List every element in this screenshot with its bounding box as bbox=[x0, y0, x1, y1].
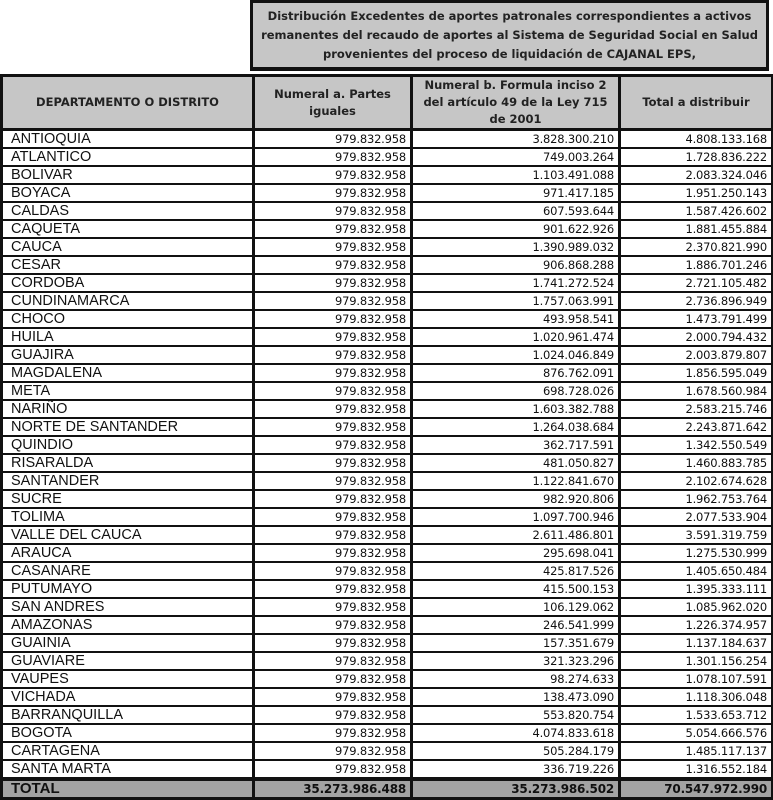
total-label: TOTAL bbox=[2, 779, 254, 799]
department-cell: CESAR bbox=[2, 256, 254, 274]
department-cell: NARIÑO bbox=[2, 400, 254, 418]
numeral-a-cell: 979.832.958 bbox=[254, 130, 412, 149]
total-cell: 4.808.133.168 bbox=[620, 130, 773, 149]
table-row bbox=[2, 652, 773, 670]
total-cell: 1.078.107.591 bbox=[620, 670, 773, 688]
numeral-b-cell: 4.074.833.618 bbox=[412, 724, 620, 742]
table-row bbox=[2, 274, 773, 292]
department-cell: CUNDINAMARCA bbox=[2, 292, 254, 310]
numeral-a-cell: 979.832.958 bbox=[254, 688, 412, 706]
department-cell: TOLIMA bbox=[2, 508, 254, 526]
header-numeral-a: Numeral a. Partes iguales bbox=[254, 76, 412, 130]
numeral-a-cell: 979.832.958 bbox=[254, 202, 412, 220]
department-cell: GUAJIRA bbox=[2, 346, 254, 364]
numeral-b-cell: 138.473.090 bbox=[412, 688, 620, 706]
numeral-a-cell: 979.832.958 bbox=[254, 616, 412, 634]
department-cell: ATLANTICO bbox=[2, 148, 254, 166]
numeral-a-cell: 979.832.958 bbox=[254, 760, 412, 779]
total-cell: 1.316.552.184 bbox=[620, 760, 773, 779]
numeral-a-cell: 979.832.958 bbox=[254, 508, 412, 526]
numeral-b-cell: 425.817.526 bbox=[412, 562, 620, 580]
department-cell: NORTE DE SANTANDER bbox=[2, 418, 254, 436]
header-total: Total a distribuir bbox=[620, 76, 773, 130]
table-title: Distribución Excedentes de aportes patronales correspondientes a activos remanentes del recaudo de aportes al Sistema de Seguridad Social en Salud provenientes del proceso de liquidación de CAJANAL EPS, bbox=[250, 0, 769, 71]
numeral-b-cell: 1.024.046.849 bbox=[412, 346, 620, 364]
numeral-a-cell: 979.832.958 bbox=[254, 706, 412, 724]
numeral-b-cell: 906.868.288 bbox=[412, 256, 620, 274]
total-cell: 1.301.156.254 bbox=[620, 652, 773, 670]
table-row bbox=[2, 598, 773, 616]
numeral-a-cell: 979.832.958 bbox=[254, 382, 412, 400]
numeral-b-cell: 1.603.382.788 bbox=[412, 400, 620, 418]
total-cell: 1.405.650.484 bbox=[620, 562, 773, 580]
numeral-b-cell: 246.541.999 bbox=[412, 616, 620, 634]
numeral-a-cell: 979.832.958 bbox=[254, 184, 412, 202]
numeral-b-cell: 876.762.091 bbox=[412, 364, 620, 382]
numeral-a-cell: 979.832.958 bbox=[254, 598, 412, 616]
department-cell: SANTANDER bbox=[2, 472, 254, 490]
numeral-a-cell: 979.832.958 bbox=[254, 544, 412, 562]
total-cell: 1.473.791.499 bbox=[620, 310, 773, 328]
table-row bbox=[2, 166, 773, 184]
numeral-b-cell: 982.920.806 bbox=[412, 490, 620, 508]
numeral-b-cell: 2.611.486.801 bbox=[412, 526, 620, 544]
department-cell: CAQUETA bbox=[2, 220, 254, 238]
table-row bbox=[2, 184, 773, 202]
total-numeral-a: 35.273.986.488 bbox=[254, 779, 412, 799]
numeral-a-cell: 979.832.958 bbox=[254, 562, 412, 580]
department-cell: BOYACA bbox=[2, 184, 254, 202]
department-cell: BOLIVAR bbox=[2, 166, 254, 184]
numeral-a-cell: 979.832.958 bbox=[254, 166, 412, 184]
table-row bbox=[2, 472, 773, 490]
total-cell: 1.226.374.957 bbox=[620, 616, 773, 634]
numeral-a-cell: 979.832.958 bbox=[254, 220, 412, 238]
department-cell: VAUPES bbox=[2, 670, 254, 688]
department-cell: SAN ANDRES bbox=[2, 598, 254, 616]
total-cell: 2.243.871.642 bbox=[620, 418, 773, 436]
total-cell: 1.137.184.637 bbox=[620, 634, 773, 652]
numeral-a-cell: 979.832.958 bbox=[254, 274, 412, 292]
numeral-a-cell: 979.832.958 bbox=[254, 580, 412, 598]
numeral-b-cell: 749.003.264 bbox=[412, 148, 620, 166]
department-cell: SUCRE bbox=[2, 490, 254, 508]
department-cell: QUINDIO bbox=[2, 436, 254, 454]
table-row bbox=[2, 238, 773, 256]
department-cell: CALDAS bbox=[2, 202, 254, 220]
numeral-a-cell: 979.832.958 bbox=[254, 652, 412, 670]
department-cell: GUAINIA bbox=[2, 634, 254, 652]
table-row bbox=[2, 436, 773, 454]
table-row bbox=[2, 418, 773, 436]
total-cell: 2.721.105.482 bbox=[620, 274, 773, 292]
department-cell: ARAUCA bbox=[2, 544, 254, 562]
numeral-b-cell: 1.390.989.032 bbox=[412, 238, 620, 256]
numeral-a-cell: 979.832.958 bbox=[254, 238, 412, 256]
table-row bbox=[2, 202, 773, 220]
numeral-a-cell: 979.832.958 bbox=[254, 148, 412, 166]
department-cell: BARRANQUILLA bbox=[2, 706, 254, 724]
numeral-a-cell: 979.832.958 bbox=[254, 526, 412, 544]
numeral-a-cell: 979.832.958 bbox=[254, 436, 412, 454]
table-row bbox=[2, 724, 773, 742]
table-row bbox=[2, 670, 773, 688]
department-cell: META bbox=[2, 382, 254, 400]
department-cell: VICHADA bbox=[2, 688, 254, 706]
table-row bbox=[2, 130, 773, 149]
numeral-a-cell: 979.832.958 bbox=[254, 310, 412, 328]
department-cell: CAUCA bbox=[2, 238, 254, 256]
numeral-b-cell: 1.741.272.524 bbox=[412, 274, 620, 292]
total-cell: 1.275.530.999 bbox=[620, 544, 773, 562]
table-row bbox=[2, 490, 773, 508]
total-cell: 1.085.962.020 bbox=[620, 598, 773, 616]
numeral-b-cell: 698.728.026 bbox=[412, 382, 620, 400]
total-cell: 1.342.550.549 bbox=[620, 436, 773, 454]
numeral-b-cell: 1.020.961.474 bbox=[412, 328, 620, 346]
numeral-a-cell: 979.832.958 bbox=[254, 742, 412, 760]
total-row bbox=[2, 779, 773, 799]
department-cell: MAGDALENA bbox=[2, 364, 254, 382]
table-row bbox=[2, 292, 773, 310]
total-numeral-b: 35.273.986.502 bbox=[412, 779, 620, 799]
total-cell: 3.591.319.759 bbox=[620, 526, 773, 544]
department-cell: BOGOTA bbox=[2, 724, 254, 742]
table-row bbox=[2, 580, 773, 598]
department-cell: RISARALDA bbox=[2, 454, 254, 472]
numeral-b-cell: 1.122.841.670 bbox=[412, 472, 620, 490]
department-cell: CASANARE bbox=[2, 562, 254, 580]
total-cell: 1.395.333.111 bbox=[620, 580, 773, 598]
header-numeral-b: Numeral b. Formula inciso 2 del artículo 49 de la Ley 715 de 2001 bbox=[412, 76, 620, 130]
total-cell: 1.460.883.785 bbox=[620, 454, 773, 472]
department-cell: VALLE DEL CAUCA bbox=[2, 526, 254, 544]
total-cell: 1.118.306.048 bbox=[620, 688, 773, 706]
table-row bbox=[2, 364, 773, 382]
table-row bbox=[2, 760, 773, 779]
table-row bbox=[2, 742, 773, 760]
total-cell: 1.587.426.602 bbox=[620, 202, 773, 220]
total-cell: 2.370.821.990 bbox=[620, 238, 773, 256]
numeral-b-cell: 415.500.153 bbox=[412, 580, 620, 598]
table-row bbox=[2, 346, 773, 364]
numeral-b-cell: 901.622.926 bbox=[412, 220, 620, 238]
numeral-b-cell: 607.593.644 bbox=[412, 202, 620, 220]
total-cell: 1.533.653.712 bbox=[620, 706, 773, 724]
table-row bbox=[2, 688, 773, 706]
numeral-a-cell: 979.832.958 bbox=[254, 346, 412, 364]
table-row bbox=[2, 508, 773, 526]
numeral-b-cell: 1.103.491.088 bbox=[412, 166, 620, 184]
numeral-a-cell: 979.832.958 bbox=[254, 670, 412, 688]
table-row bbox=[2, 328, 773, 346]
total-cell: 1.962.753.764 bbox=[620, 490, 773, 508]
table-row bbox=[2, 544, 773, 562]
total-cell: 2.736.896.949 bbox=[620, 292, 773, 310]
table-row bbox=[2, 526, 773, 544]
table-row bbox=[2, 400, 773, 418]
table-row bbox=[2, 562, 773, 580]
table-row bbox=[2, 454, 773, 472]
department-cell: GUAVIARE bbox=[2, 652, 254, 670]
table-row bbox=[2, 706, 773, 724]
numeral-b-cell: 3.828.300.210 bbox=[412, 130, 620, 149]
numeral-b-cell: 98.274.633 bbox=[412, 670, 620, 688]
total-cell: 2.083.324.046 bbox=[620, 166, 773, 184]
total-cell: 1.951.250.143 bbox=[620, 184, 773, 202]
numeral-b-cell: 553.820.754 bbox=[412, 706, 620, 724]
header-department: DEPARTAMENTO O DISTRITO bbox=[2, 76, 254, 130]
table-row bbox=[2, 148, 773, 166]
table-row bbox=[2, 256, 773, 274]
numeral-b-cell: 1.757.063.991 bbox=[412, 292, 620, 310]
total-cell: 1.485.117.137 bbox=[620, 742, 773, 760]
table-row bbox=[2, 310, 773, 328]
table-row bbox=[2, 220, 773, 238]
numeral-b-cell: 481.050.827 bbox=[412, 454, 620, 472]
numeral-a-cell: 979.832.958 bbox=[254, 472, 412, 490]
department-cell: CHOCO bbox=[2, 310, 254, 328]
total-cell: 5.054.666.576 bbox=[620, 724, 773, 742]
total-distribuir: 70.547.972.990 bbox=[620, 779, 773, 799]
total-cell: 2.077.533.904 bbox=[620, 508, 773, 526]
numeral-a-cell: 979.832.958 bbox=[254, 490, 412, 508]
numeral-b-cell: 1.264.038.684 bbox=[412, 418, 620, 436]
department-cell: SANTA MARTA bbox=[2, 760, 254, 779]
numeral-b-cell: 1.097.700.946 bbox=[412, 508, 620, 526]
header-row bbox=[2, 76, 773, 130]
department-cell: CARTAGENA bbox=[2, 742, 254, 760]
table-row bbox=[2, 616, 773, 634]
total-cell: 2.000.794.432 bbox=[620, 328, 773, 346]
table-row bbox=[2, 634, 773, 652]
department-cell: CORDOBA bbox=[2, 274, 254, 292]
numeral-b-cell: 321.323.296 bbox=[412, 652, 620, 670]
numeral-a-cell: 979.832.958 bbox=[254, 724, 412, 742]
department-cell: AMAZONAS bbox=[2, 616, 254, 634]
distribution-table bbox=[0, 74, 773, 800]
numeral-b-cell: 362.717.591 bbox=[412, 436, 620, 454]
numeral-b-cell: 106.129.062 bbox=[412, 598, 620, 616]
total-cell: 1.856.595.049 bbox=[620, 364, 773, 382]
numeral-a-cell: 979.832.958 bbox=[254, 634, 412, 652]
numeral-a-cell: 979.832.958 bbox=[254, 292, 412, 310]
table-row bbox=[2, 382, 773, 400]
total-cell: 1.728.836.222 bbox=[620, 148, 773, 166]
department-cell: PUTUMAYO bbox=[2, 580, 254, 598]
numeral-b-cell: 971.417.185 bbox=[412, 184, 620, 202]
department-cell: HUILA bbox=[2, 328, 254, 346]
numeral-b-cell: 505.284.179 bbox=[412, 742, 620, 760]
numeral-b-cell: 493.958.541 bbox=[412, 310, 620, 328]
numeral-a-cell: 979.832.958 bbox=[254, 400, 412, 418]
total-cell: 2.102.674.628 bbox=[620, 472, 773, 490]
numeral-b-cell: 157.351.679 bbox=[412, 634, 620, 652]
total-cell: 1.881.455.884 bbox=[620, 220, 773, 238]
numeral-a-cell: 979.832.958 bbox=[254, 364, 412, 382]
numeral-a-cell: 979.832.958 bbox=[254, 328, 412, 346]
total-cell: 2.003.879.807 bbox=[620, 346, 773, 364]
total-cell: 1.678.560.984 bbox=[620, 382, 773, 400]
numeral-a-cell: 979.832.958 bbox=[254, 418, 412, 436]
numeral-b-cell: 295.698.041 bbox=[412, 544, 620, 562]
total-cell: 1.886.701.246 bbox=[620, 256, 773, 274]
department-cell: ANTIOQUIA bbox=[2, 130, 254, 149]
numeral-b-cell: 336.719.226 bbox=[412, 760, 620, 779]
total-cell: 2.583.215.746 bbox=[620, 400, 773, 418]
numeral-a-cell: 979.832.958 bbox=[254, 256, 412, 274]
numeral-a-cell: 979.832.958 bbox=[254, 454, 412, 472]
